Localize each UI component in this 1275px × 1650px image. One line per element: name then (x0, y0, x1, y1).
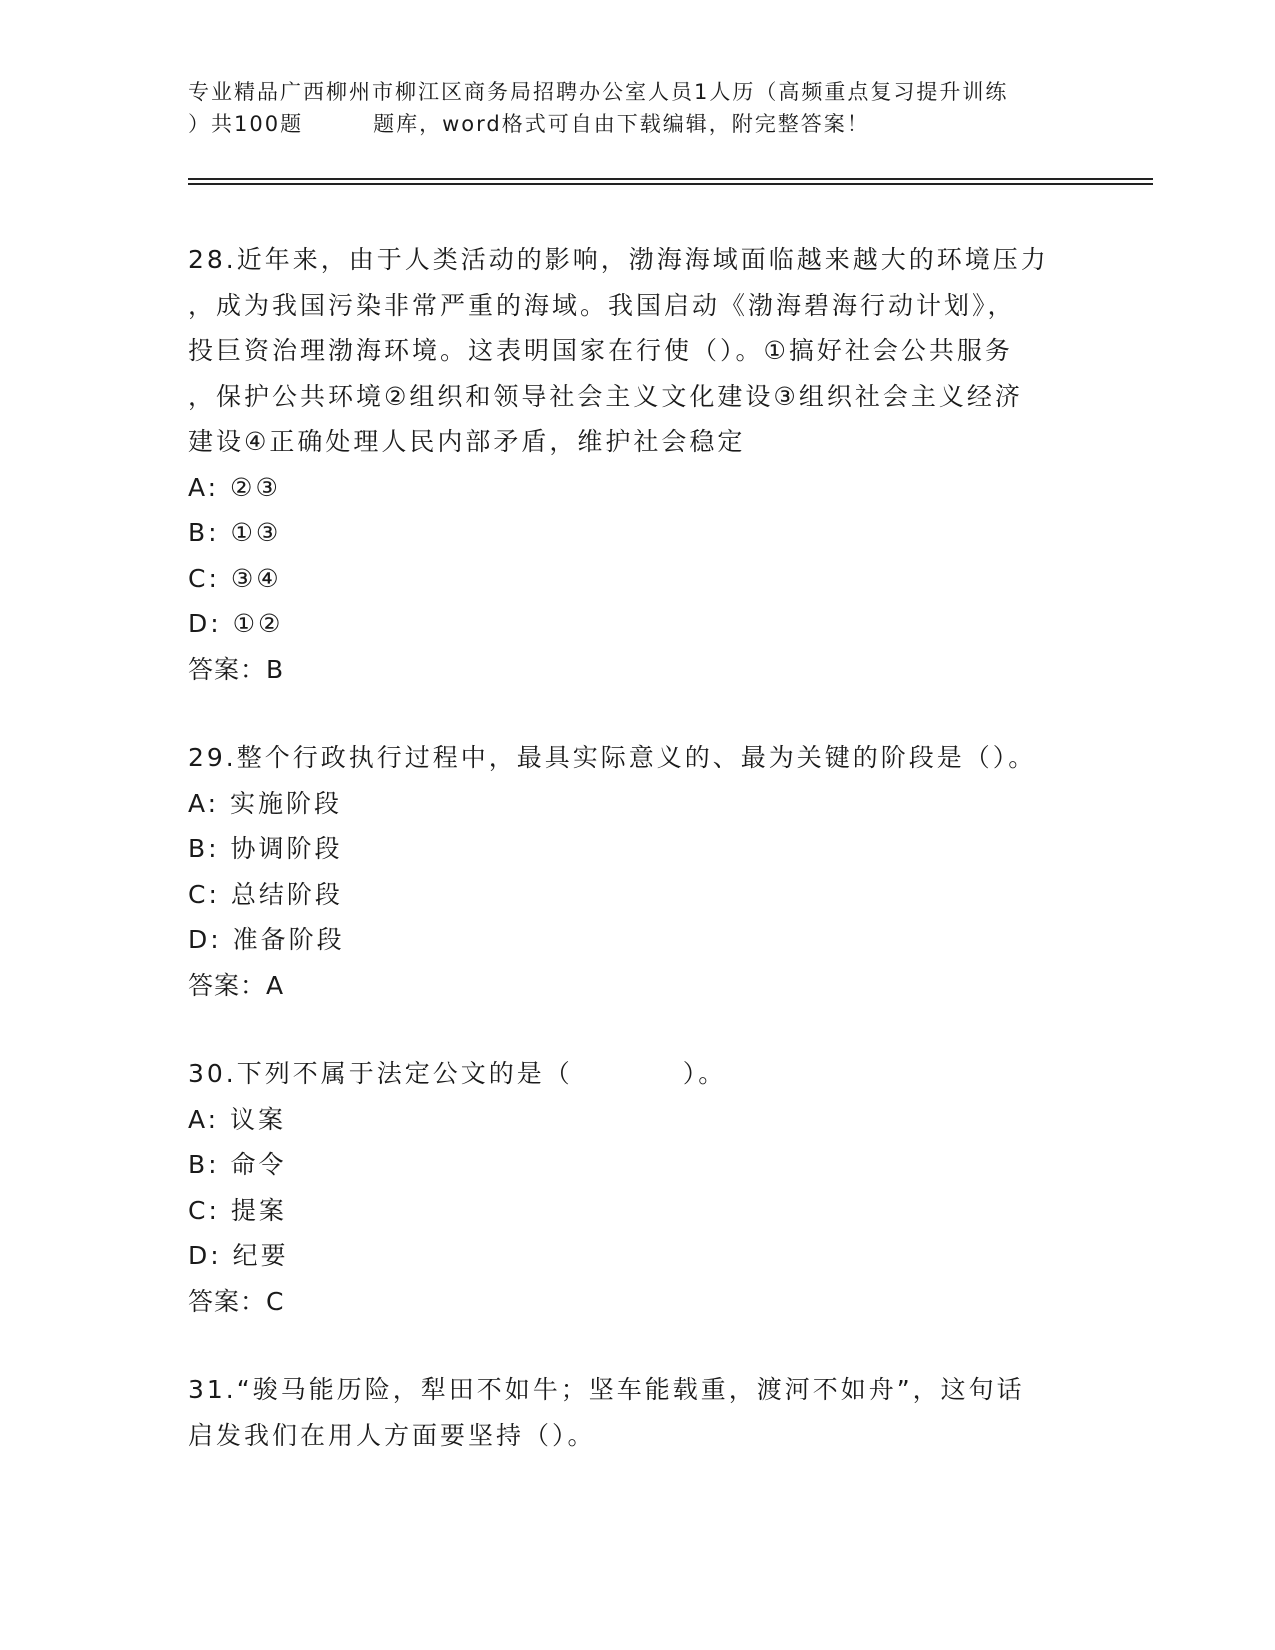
questions-list (188, 237, 1088, 1458)
header-title-line-2 (188, 108, 1088, 140)
question-text-line: 31.“骏马能历险，犁田不如牛；坚车能载重，渡河不如舟”，这句话 (188, 1375, 1025, 1404)
document-header (188, 76, 1088, 140)
question-text-line: ，成为我国污染非常严重的海域。我国启动《渤海碧海行动计划》， (188, 290, 1016, 320)
answer-line: 答案：A (188, 970, 285, 1000)
question-text-line: ，保护公共环境②组织和领导社会主义文化建设③组织社会主义经济 (188, 381, 1023, 411)
question-text-line (188, 1051, 1088, 1097)
option-a: A: ②③ (188, 472, 281, 502)
question-text-line: 启发我们在用人方面要坚持（）。 (188, 1420, 596, 1450)
question-text-start: 30.下列不属于法定公文的是（ (188, 1059, 573, 1088)
header-title-line-2-start: ）共100题 (188, 112, 304, 136)
option-d: D: 纪要 (188, 1241, 289, 1270)
question-text-line: 29.整个行政执行过程中，最具实际意义的、最为关键的阶段是（）。 (188, 743, 1037, 772)
header-title-line-1: 专业精品广西柳州市柳江区商务局招聘办公室人员1人历（高频重点复习提升训练 (188, 80, 1009, 104)
question-28 (188, 237, 1088, 692)
header-divider-bottom (188, 183, 1153, 185)
question-31 (188, 1367, 1088, 1458)
question-29 (188, 735, 1088, 1008)
option-d: D: 准备阶段 (188, 925, 345, 954)
option-b: B: ①③ (188, 518, 282, 547)
option-a: A: 实施阶段 (188, 788, 343, 818)
answer-line: 答案：C (188, 1286, 285, 1316)
header-divider-top (188, 178, 1153, 180)
option-b: B: 命令 (188, 1150, 287, 1179)
question-text-line: 建设④正确处理人民内部矛盾，维护社会稳定 (188, 427, 746, 456)
header-title-line-2-end: 题库，word格式可自由下载编辑，附完整答案！ (373, 112, 870, 136)
question-text-end: ）。 (682, 1059, 727, 1088)
question-30 (188, 1051, 1088, 1324)
answer-line: 答案：B (188, 654, 285, 684)
question-text-line: 投巨资治理渤海环境。这表明国家在行使（）。①搞好社会公共服务 (188, 336, 1013, 365)
question-text-line: 28.近年来，由于人类活动的影响，渤海海域面临越来越大的环境压力 (188, 245, 1049, 274)
option-d: D: ①② (188, 609, 284, 638)
option-b: B: 协调阶段 (188, 834, 343, 863)
option-c: C: 总结阶段 (188, 879, 343, 909)
option-c: C: 提案 (188, 1195, 287, 1225)
option-a: A: 议案 (188, 1104, 287, 1134)
option-c: C: ③④ (188, 563, 282, 593)
